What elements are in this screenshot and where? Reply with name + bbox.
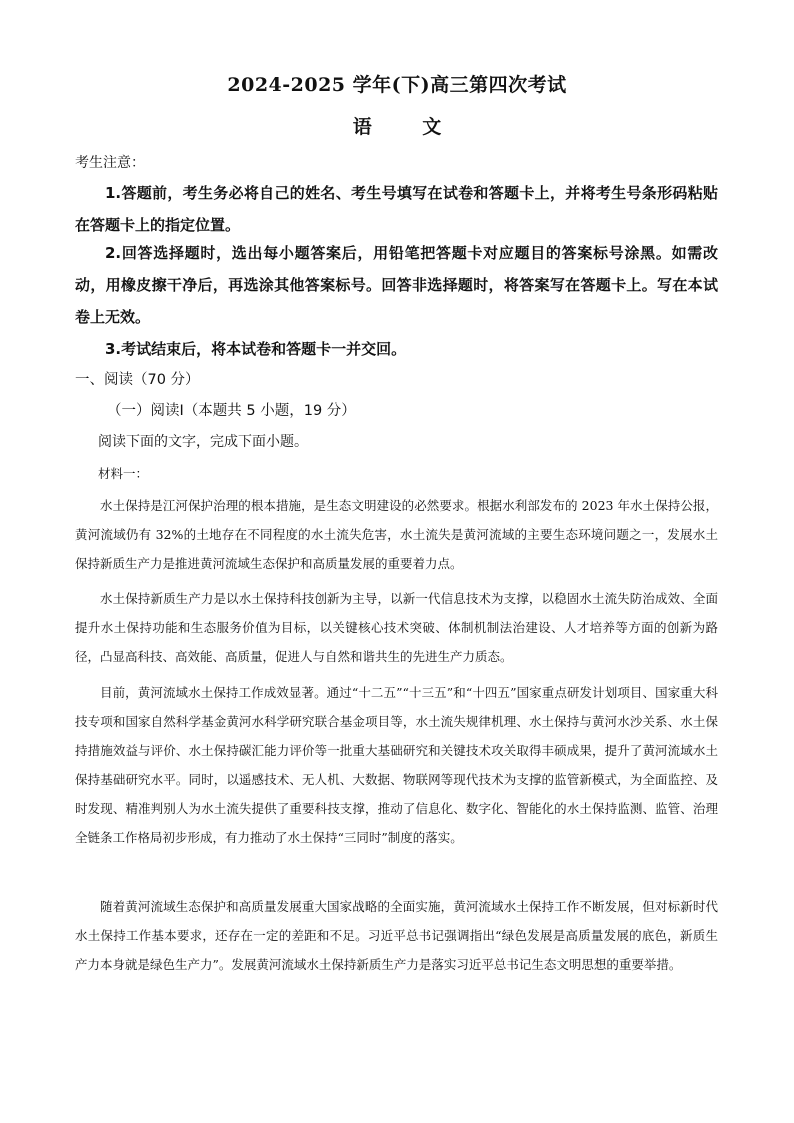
notice-heading: 考生注意： (75, 155, 145, 171)
material-label: 材料一： (98, 466, 149, 481)
notice-item: 2.回答选择题时，选出每小题答案后，用铅笔把答题卡对应题目的答案标号涂黑。如需改动，用橡皮擦干净后，再选涂其他答案标号。回答非选择题时，将答案写在答题卡上。写在本试卷上无效。 (75, 244, 718, 326)
material-paragraph: 目前，黄河流域水土保持工作成效显著。通过“十二五”“十三五”和“十四五”国家重点研发计划项目、国家重大科技专项和国家自然科学基金黄河水科学研究联合基金项目等，水土流失规律机理、水土保持与黄河水沙关系、水土保持措施效益与评价、水土保持碳汇能力评价等一批重大基础研究和关键技术攻关取得丰硕成果，提升了黄河流域水土保持基础研究水平。同时，以遥感技术、无人机、大数据、物联网等现代技术为支撑的监管新模式，为全面监控、及时发现、精准判别人为水土流失提供了重要科技支撑，推动了信息化、数字化、智能化的水土保持监测、监管、治理全链条工作格局初步形成，有力推动了水土保持“三同时”制度的落实。 (75, 685, 718, 845)
material-paragraph: 水土保持新质生产力是以水土保持科技创新为主导，以新一代信息技术为支撑，以稳固水土流失防治成效、全面提升水土保持功能和生态服务价值为目标，以关键核心技术突破、体制机制法治建设、人才培养等方面的创新为路径，凸显高科技、高效能、高质量，促进人与自然和谐共生的先进生产力质态。 (75, 591, 718, 664)
material-paragraph: 水土保持是江河保护治理的根本措施，是生态文明建设的必然要求。根据水利部发布的 2023 年水土保持公报，黄河流域仍有 32%的土地存在不同程度的水土流失危害，水土流失是黄河流域的主要生态环境问题之一，发展水土保持新质生产力是推进黄河流域生态保护和高质量发展的重要着力点。 (75, 498, 718, 571)
subsection-heading: （一）阅读Ⅰ（本题共 5 小题，19 分） (107, 403, 356, 419)
notice-item: 3.考试结束后，将本试卷和答题卡一并交回。 (105, 340, 407, 358)
notice-item: 1.答题前，考生务必将自己的姓名、考生号填写在试卷和答题卡上，并将考生号条形码粘贴在答题卡上的指定位置。 (75, 184, 718, 234)
material-paragraph: 随着黄河流域生态保护和高质量发展重大国家战略的全面实施，黄河流域水土保持工作不断发展，但对标新时代水土保持工作基本要求，还存在一定的差距和不足。习近平总书记强调指出“绿色发展是高质量发展的底色，新质生产力本身就是绿色生产力”。发展黄河流域水土保持新质生产力是落实习近平总书记生态文明思想的重要举措。 (75, 899, 718, 972)
reading-instruction: 阅读下面的文字，完成下面小题。 (98, 434, 308, 450)
subject-title: 语 文 (352, 116, 464, 138)
section-heading: 一、阅读（70 分） (75, 372, 200, 388)
exam-title: 2024-2025 学年(下)高三第四次考试 (227, 74, 567, 96)
